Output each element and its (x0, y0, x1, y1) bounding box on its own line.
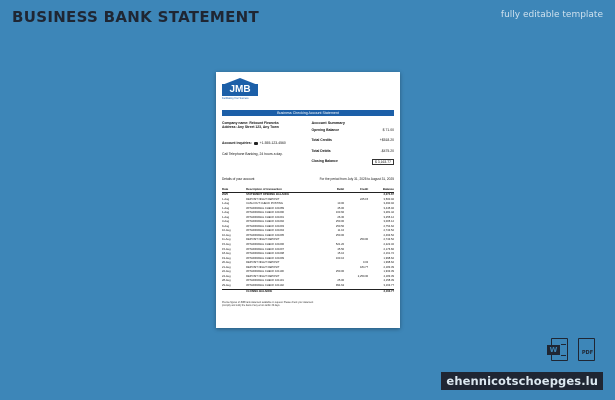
cell-date: 10-Aug (222, 233, 231, 237)
col-date: Date (222, 187, 246, 193)
cell-credit: 0.00 (362, 261, 369, 265)
page-subtitle: fully editable template (500, 10, 603, 20)
page-title: BUSINESS BANK STATEMENT (12, 8, 260, 26)
pdf-label: PDF (581, 350, 594, 356)
cell-description: WITHDRAWAL CHECK 101100 (246, 270, 284, 274)
cell-debit: 11.10 (337, 229, 345, 233)
cell-balance: 3,445.02 (383, 206, 394, 210)
cell-description: WITHDRAWAL CHECK 101089 (246, 206, 285, 210)
company-name: Company name: Rebount Fleworks (222, 121, 279, 125)
cell-balance: 3,163.77 (383, 283, 394, 287)
statement-document (216, 72, 400, 328)
cell-balance: 2,754.62 (383, 224, 394, 228)
cell-description: WITHDRAWAL CHECK 101099 (246, 256, 285, 260)
cell-date: 20-Aug (222, 261, 231, 265)
cell-date: 3-Aug (222, 220, 230, 224)
site-watermark: ehennicotschoepges.lu (441, 372, 603, 390)
cell-balance: 4,158.39 (383, 279, 394, 283)
cell-description: CASH OUT CHECK POSTING (246, 202, 283, 206)
cell-description: STATEMENT OPENING BALANCE (246, 193, 290, 197)
cell-date: 29-Aug (222, 283, 231, 287)
summary-debits-value: -$475.20 (380, 148, 394, 153)
col-description: Description of transaction (246, 187, 322, 193)
cell-credit (344, 289, 368, 294)
table-row (222, 289, 394, 294)
summary-debits (311, 149, 394, 153)
cell-date: 15-Aug (222, 243, 231, 247)
phone-number: +1-555-123-4560 (259, 141, 286, 146)
cell-balance: 2,176.82 (383, 247, 394, 251)
cell-debit: 15.10 (337, 252, 345, 256)
bank-logo (222, 78, 258, 102)
cell-description: WITHDRAWAL CHECK 101094 (246, 229, 285, 233)
cell-balance: 2,493.52 (383, 233, 394, 237)
cell-balance: 1,933.39 (383, 270, 394, 274)
cell-balance: 3,490.02 (383, 202, 394, 206)
cell-debit: 45.00 (337, 206, 345, 210)
cell-balance: 2,183.39 (383, 265, 394, 269)
statement-period: For the period from July 31, 2025 to August 31, 2025 (319, 177, 394, 182)
cell-description: WITHDRAWAL CHECK 101101 (246, 279, 284, 283)
cell-debit: 250.00 (335, 270, 345, 274)
cell-balance: 3,005.12 (383, 220, 394, 224)
cell-description: DEPOSIT NIGHT DEPOSIT (246, 197, 280, 201)
cell-date: 11-Aug (222, 238, 231, 242)
summary-closing-label: Closing Balance (311, 158, 338, 163)
cell-date: 1-Aug (222, 215, 230, 219)
cell-balance: 2,161.72 (383, 252, 394, 256)
summary-debits-label: Total Debits (311, 148, 331, 153)
cell-balance: 2,743.52 (383, 229, 394, 233)
cell-date: 10-Aug (222, 229, 231, 233)
cell-balance: 3,163.77 (368, 289, 394, 294)
cell-debit: 26.30 (337, 215, 345, 219)
cell-date: 1-Aug (222, 211, 230, 215)
cell-description: WITHDRAWAL CHECK 101092 (246, 220, 285, 224)
col-credit: Credit (344, 187, 368, 193)
cell-debit: 163.60 (335, 211, 345, 215)
cell-balance: 2,743.52 (383, 238, 394, 242)
transactions-table (222, 187, 394, 294)
col-debit: Debit (322, 187, 344, 193)
cell-description: DEPOSIT NIGHT DEPOSIT (246, 274, 280, 278)
cell-description: WITHDRAWAL CHECK 101095 (246, 233, 285, 237)
summary-opening (311, 128, 394, 132)
cell-description: WITHDRAWAL CHECK 101097 (246, 247, 285, 251)
details-label: Details of your account (222, 177, 255, 182)
col-balance: Balance (368, 187, 394, 193)
cell-date: 19-Aug (222, 256, 231, 260)
customer-info (222, 121, 308, 171)
cell-description: WITHDRAWAL CHECK 101098 (246, 252, 285, 256)
cell-description: WITHDRAWAL CHECK 101093 (246, 224, 285, 228)
cell-balance: 3,255.12 (383, 215, 394, 219)
cell-debit: 250.00 (335, 220, 345, 224)
cell-description: WITHDRAWAL CHECK 101090 (246, 211, 285, 215)
cell-credit: 250.00 (359, 238, 369, 242)
cell-description: WITHDRAWAL CHECK 101096 (246, 243, 285, 247)
cell-balance: 2,222.32 (383, 243, 394, 247)
cell-debit: 163.10 (335, 256, 345, 260)
cell-description: CLOSING BALANCE (246, 289, 322, 294)
summary-credits-label: Total Credits (311, 138, 332, 143)
logo-text: JMB (222, 84, 258, 96)
cell-balance: 1,998.62 (383, 256, 394, 260)
cell-credit: 225.15 (359, 197, 369, 201)
footnote: Precise figures of JMB bank statement available on request. Please check your statement promptly and notify the bank of any errors within 30 days. (222, 302, 314, 307)
pdf-file-icon[interactable] (575, 338, 597, 362)
cell-date: 22-Aug (222, 270, 231, 274)
phone-icon (254, 142, 258, 145)
cell-description: DEPOSIT NIGHT DEPOSIT (246, 265, 280, 269)
cell-balance: 3,500.02 (383, 197, 394, 201)
cell-date: 24-Aug (222, 274, 231, 278)
format-icons (547, 338, 597, 362)
cell-debit: 250.00 (335, 233, 345, 237)
cell-date: 18-Aug (222, 252, 231, 256)
cell-balance: 3,281.42 (383, 211, 394, 215)
cell-date: 1-Aug (222, 197, 230, 201)
cell-credit: 184.77 (359, 265, 369, 269)
cell-description: DEPOSIT NIGHT DEPOSIT (246, 261, 280, 265)
cell-date: 9-Aug (222, 224, 230, 228)
cell-balance: 1,998.62 (383, 261, 394, 265)
summary-credits (311, 138, 394, 142)
statement-banner: Business Checking Account Statement (222, 110, 394, 116)
summary-opening-label: Opening Balance (311, 128, 340, 133)
cell-debit: 521.20 (335, 243, 345, 247)
cell-date: 15-Aug (222, 247, 231, 251)
cell-date (222, 289, 246, 294)
cell-date: 1-Aug (222, 202, 230, 206)
cell-date: 2025 (222, 193, 228, 197)
cell-balance: 4,183.39 (383, 274, 394, 278)
cell-debit: 994.62 (335, 283, 345, 287)
tele-banking-note: Call Telephone Banking, 24 hours a day. (222, 151, 283, 156)
word-file-icon[interactable] (547, 338, 569, 362)
cell-date: 1-Aug (222, 206, 230, 210)
account-inquiries-label: Account inquiries: (222, 141, 252, 146)
cell-description: WITHDRAWAL CHECK 101091 (246, 215, 285, 219)
cell-debit: 10.00 (337, 202, 345, 206)
summary-closing-value: $ 3,163.77 (372, 159, 394, 165)
logo-tagline: Facilitating Your Success (222, 97, 249, 100)
cell-debit: 45.50 (337, 247, 345, 251)
company-address: Address: Any Street 123, Any Town (222, 125, 279, 130)
cell-debit: 250.50 (335, 224, 345, 228)
cell-date: 21-Aug (222, 265, 231, 269)
cell-date: 28-Aug (222, 279, 231, 283)
details-row (222, 177, 394, 181)
summary-opening-value: $ 71.00 (382, 128, 394, 133)
summary-credits-value: +$518.20 (379, 138, 394, 143)
summary-closing (311, 159, 394, 165)
word-letter: W (547, 345, 560, 355)
cell-description: DEPOSIT NIGHT DEPOSIT (246, 238, 280, 242)
cell-balance: 3,274.87 (383, 193, 394, 197)
cell-debit (322, 289, 344, 294)
cell-description: WITHDRAWAL CHECK 101102 (246, 283, 284, 287)
cell-debit: 25.00 (337, 279, 345, 283)
summary-title: Account Summary (311, 121, 346, 125)
account-summary (311, 121, 394, 171)
cell-credit: 2,250.00 (357, 274, 369, 278)
